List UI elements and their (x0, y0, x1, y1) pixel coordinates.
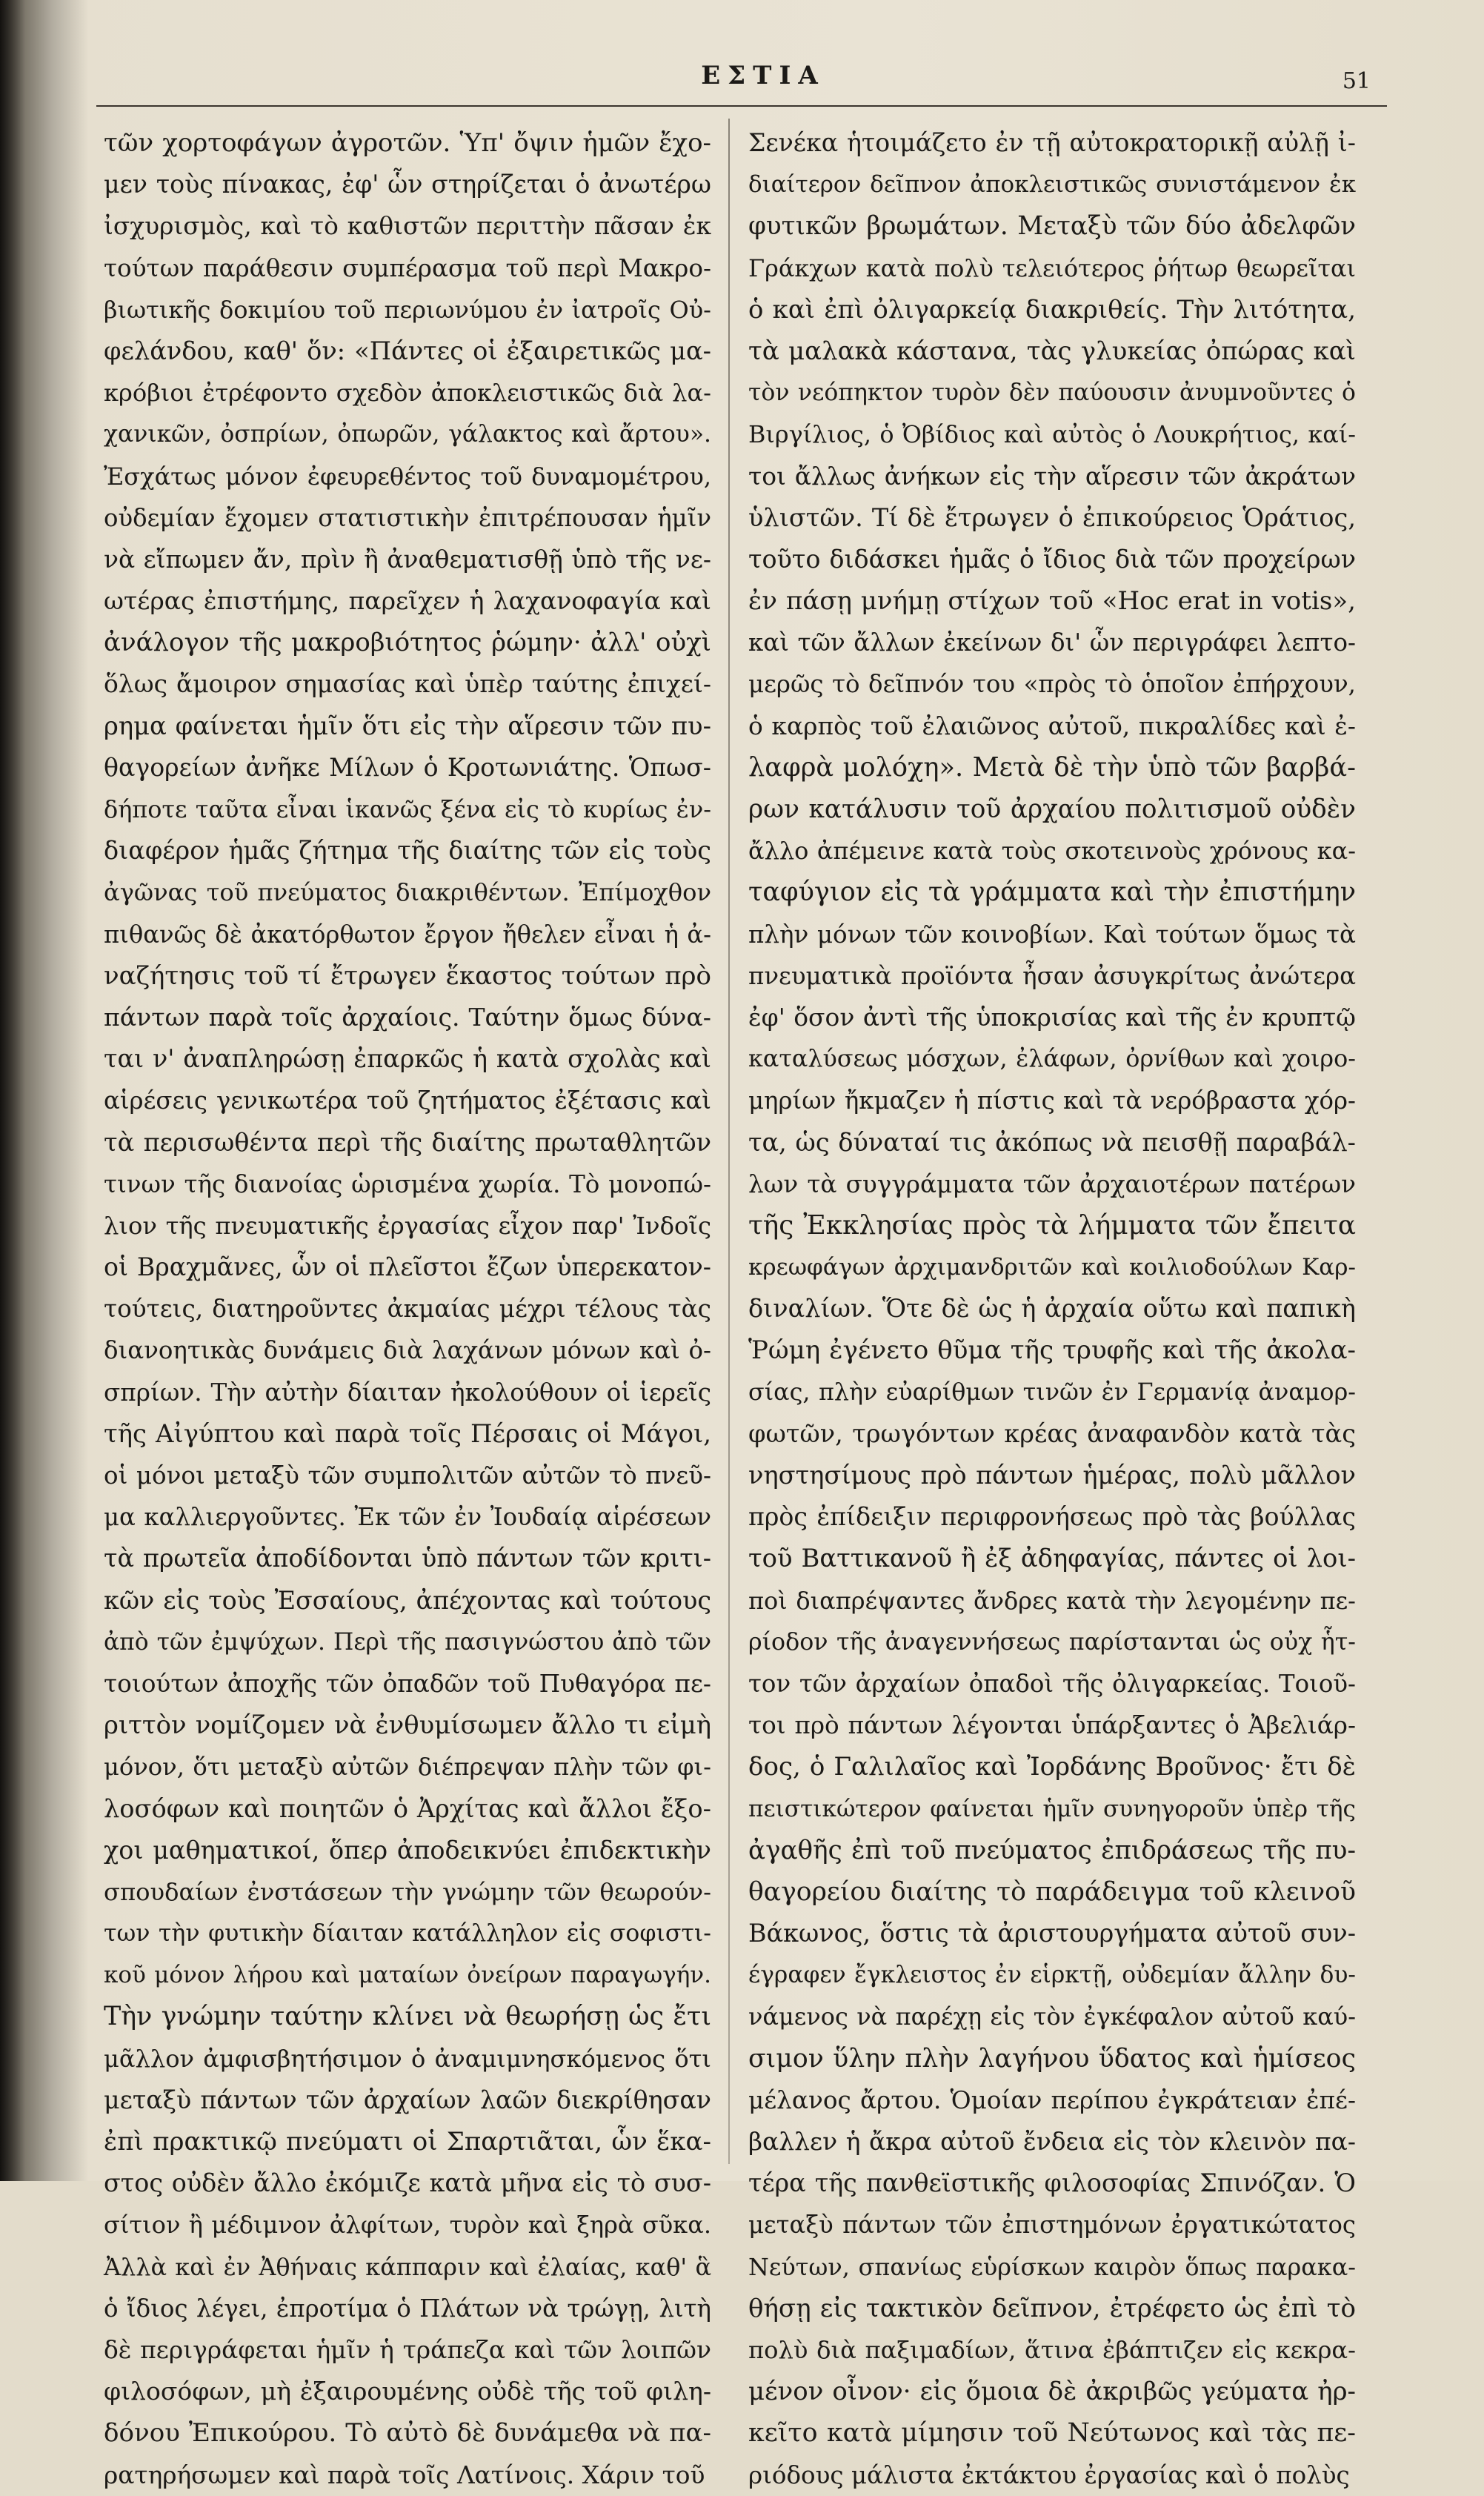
text-line: ταφύγιον εἰς τὰ γράμματα καὶ τὴν ἐπιστήμην (748, 877, 1356, 908)
text-line: θαγορείων ἀνῆκε Μίλων ὁ Κροτωνιάτης. Ὁπωσ- (104, 752, 711, 782)
text-line: ἀπὸ τῶν ἐμψύχων. Περὶ τῆς πασιγνώστου ἀπὸ τῶν (104, 1628, 711, 1656)
text-line: μεταξὺ πάντων τῶν ἐπιστημόνων ἐργατικώτατος (748, 2211, 1356, 2240)
header-rule (96, 105, 1387, 107)
text-line: οἱ μόνοι μεταξὺ τῶν συμπολιτῶν αὐτῶν τὸ πνεῦ- (104, 1461, 711, 1490)
text-line: τούτεις, διατηροῦντες ἀκμαίας μέχρι τέλους τὰς (104, 1295, 711, 1324)
text-line: δος, ὁ Γαλιλαῖος καὶ Ἰορδάνης Βροῦνος· ἔτι δὲ (748, 1752, 1356, 1782)
text-line: μεν τοὺς πίνακας, ἐφ' ὧν στηρίζεται ὁ ἀνωτέρω (104, 170, 711, 199)
text-line: των τὴν φυτικὴν δίαιταν κατάλληλον εἰς σοφιστι- (104, 1920, 711, 1948)
text-line: καταλύσεως μόσχων, ἐλάφων, ὀρνίθων καὶ χοιρο- (748, 1045, 1356, 1073)
text-line: μᾶλλον ἀμφισβητήσιμον ὁ ἀναμιμνησκόμενος ὅτι (104, 2044, 711, 2073)
text-line: διναλίων. Ὅτε δὲ ὡς ἡ ἀρχαία οὕτω καὶ παπικὴ (748, 1294, 1356, 1324)
text-line: αἱρέσεις γενικωτέρα τοῦ ζητήματος ἐξέτασις καὶ (104, 1086, 711, 1115)
text-line: ὁ καὶ ἐπὶ ὀλιγαρκείᾳ διακριθείς. Τὴν λιτότητα, (748, 294, 1356, 325)
text-line: βιωτικῆς δοκιμίου τοῦ περιωνύμου ἐν ἰατροῖς Οὐ- (104, 295, 711, 324)
text-line: καὶ τῶν ἄλλων ἐκείνων δι' ὧν περιγράφει λεπτο- (748, 628, 1356, 657)
text-line: σίτιον ἢ μέδιμνον ἀλφίτων, τυρὸν καὶ ξηρὰ σῦκα. (104, 2211, 711, 2240)
text-line: πολὺ διὰ παξιμαδίων, ἅτινα ἐβάπτιζεν εἰς κεκρα- (748, 2335, 1356, 2364)
text-line: ὑλιστῶν. Τί δὲ ἔτρωγεν ὁ ἐπικούρειος Ὁράτιος, (748, 502, 1356, 532)
text-line: πλὴν μόνων τῶν κοινοβίων. Καὶ τούτων ὅμως τὰ (748, 920, 1356, 949)
text-line: πειστικώτερον φαίνεται ἡμῖν συνηγοροῦν ὑπὲρ τῆς (748, 1795, 1356, 1822)
text-line: διαφέρον ἡμᾶς ζήτημα τῆς διαίτης τῶν εἰς τοὺς (104, 836, 711, 866)
text-line: μα καλλιεργοῦντες. Ἐκ τῶν ἐν Ἰουδαίᾳ αἱρέσεων (104, 1503, 711, 1532)
text-line: ωτέρας ἐπιστήμης, παρεῖχεν ἡ λαχανοφαγία καὶ (104, 586, 711, 616)
text-line: δόνου Ἐπικούρου. Τὸ αὐτὸ δὲ δυνάμεθα νὰ πα- (104, 2418, 711, 2449)
left-text-column (104, 122, 711, 2496)
text-line: σιμον ὕλην πλὴν λαγήνου ὕδατος καὶ ἡμίσεος (748, 2043, 1356, 2074)
text-line: Ἀλλὰ καὶ ἐν Ἀθήναις κάππαριν καὶ ἐλαίας, καθ' ἃ (104, 2252, 711, 2281)
text-line: φελάνδου, καθ' ὅν: «Πάντες οἱ ἐξαιρετικῶς μα- (104, 336, 711, 365)
text-line: τοῦ Βαττικανοῦ ἢ ἐξ ἀδηφαγίας, πάντες οἱ λοι- (748, 1544, 1356, 1573)
text-line: ἄλλο ἀπέμεινε κατὰ τοὺς σκοτεινοὺς χρόνους κα- (748, 837, 1356, 866)
text-line: θήσῃ εἰς τακτικὸν δεῖπνον, ἐτρέφετο ὡς ἐπὶ τὸ (748, 2293, 1356, 2323)
text-line: Νεύτων, σπανίως εὑρίσκων καιρὸν ὅπως παρακα- (748, 2252, 1356, 2281)
text-line: τοῦτο διδάσκει ἡμᾶς ὁ ἴδιος διὰ τῶν προχείρων (748, 544, 1356, 574)
text-line: δὲ περιγράφεται ἡμῖν ἡ τράπεζα καὶ τῶν λοιπῶν (104, 2334, 711, 2364)
text-line: λαφρὰ μολόχη». Μετὰ δὲ τὴν ὑπὸ τῶν βαρβά- (748, 751, 1356, 783)
text-line: χανικῶν, ὀσπρίων, ὀπωρῶν, γάλακτος καὶ ἄρτου». (104, 421, 711, 448)
text-line: κεῖτο κατὰ μίμησιν τοῦ Νεύτωνος καὶ τὰς πε- (748, 2418, 1356, 2449)
text-line: τοιούτων ἀποχῆς τῶν ὀπαδῶν τοῦ Πυθαγόρα πε- (104, 1669, 711, 1698)
text-line: τῶν χορτοφάγων ἀγροτῶν. Ὑπ' ὄψιν ἡμῶν ἔχο- (104, 128, 711, 158)
text-line: Σενέκα ἡτοιμάζετο ἐν τῇ αὐτοκρατορικῇ αὐλῇ ἰ- (748, 128, 1356, 157)
text-line: τῆς Αἰγύπτου καὶ παρὰ τοῖς Πέρσαις οἱ Μάγοι, (104, 1418, 711, 1448)
text-line: ποὶ διαπρέψαντες ἄνδρες κατὰ τὴν λεγομένην πε- (748, 1586, 1356, 1615)
text-line: Ἐσχάτως μόνον ἐφευρεθέντος τοῦ δυναμομέτρου, (104, 462, 711, 491)
text-line: κρεωφάγων ἀρχιμανδριτῶν καὶ κοιλιοδούλων Καρ- (748, 1254, 1356, 1281)
text-line: λων τὰ συγγράμματα τῶν ἀρχαιοτέρων πατέρων (748, 1169, 1356, 1198)
text-line: ρατηρήσωμεν καὶ παρὰ τοῖς Λατίνοις. Χάριν τοῦ (104, 2460, 705, 2489)
text-line: πάντων παρὰ τοῖς ἀρχαίοις. Ταύτην ὅμως δύνα- (104, 1002, 711, 1032)
text-line: ἐφ' ὅσον ἀντὶ τῆς ὑποκρισίας καὶ τῆς ἐν κρυπτῷ (748, 1002, 1356, 1032)
text-line: πνευματικὰ προϊόντα ἦσαν ἀσυγκρίτως ἀνώτερα (748, 961, 1356, 990)
text-line: Βάκωνος, ὅστις τὰ ἀριστουργήματα αὐτοῦ συν- (748, 1919, 1356, 1948)
text-line: ἰσχυρισμὸς, καὶ τὸ καθιστῶν περιττὴν πᾶσαν ἐκ (104, 212, 711, 241)
text-line: ἀνάλογον τῆς μακροβιότητος ῥώμην· ἀλλ' οὐχὶ (104, 628, 711, 658)
text-line: ριόδους μάλιστα ἐκτάκτου ἐργασίας καὶ ὁ πολὺς (748, 2460, 1350, 2489)
text-line: Τὴν γνώμην ταύτην κλίνει νὰ θεωρήσῃ ὡς ἔτι (104, 2002, 711, 2032)
text-line: τὸν νεόπηκτον τυρὸν δὲν παύουσιν ἀνυμνοῦντες ὁ (748, 379, 1356, 407)
text-line: λοσόφων καὶ ποιητῶν ὁ Ἀρχίτας καὶ ἄλλοι ἔξο- (104, 1793, 711, 1823)
text-line: χοι μαθηματικοί, ὅπερ ἀποδεικνύει ἐπιδεκτικὴν (104, 1835, 711, 1865)
text-line: δήποτε ταῦτα εἶναι ἱκανῶς ξένα εἰς τὸ κυρίως ἐν- (104, 795, 711, 823)
text-line: τούτων παράθεσιν συμπέρασμα τοῦ περὶ Μακρο- (104, 253, 711, 282)
text-line: τῆς Ἐκκλησίας πρὸς τὰ λήμματα τῶν ἔπειτα (748, 1209, 1356, 1241)
text-line: τα, ὡς δύναταί τις ἀκόπως νὰ πεισθῇ παραβάλ- (748, 1127, 1356, 1157)
text-line: οἱ Βραχμᾶνες, ὧν οἱ πλεῖστοι ἔζων ὑπερεκατον- (104, 1252, 711, 1282)
text-line: νὰ εἴπωμεν ἄν, πρὶν ἢ ἀναθεματισθῇ ὑπὸ τῆς νε- (104, 545, 711, 574)
text-line: τὰ πρωτεῖα ἀποδίδονται ὑπὸ πάντων τῶν κριτι- (104, 1544, 711, 1573)
text-line: τοι πρὸ πάντων λέγονται ὑπάρξαντες ὁ Ἀβελιάρ- (748, 1711, 1356, 1740)
text-line: διανοητικὰς δυνάμεις διὰ λαχάνων μόνων καὶ ὀ- (104, 1336, 711, 1365)
text-line: τέρα τῆς πανθεϊστικῆς φιλοσοφίας Σπινόζαν. Ὁ (748, 2168, 1356, 2198)
text-line: ρων κατάλυσιν τοῦ ἀρχαίου πολιτισμοῦ οὐδὲν (748, 794, 1356, 824)
text-line: Γράκχων κατὰ πολὺ τελειότερος ῥήτωρ θεωρεῖται (748, 253, 1356, 282)
text-line: σπουδαίων ἐνστάσεων τὴν γνώμην τῶν θεωρούν- (104, 1877, 711, 1906)
text-line: μερῶς τὸ δεῖπνόν του «πρὸς τὸ ὁποῖον ἐπήρχουν, (748, 670, 1356, 699)
text-line: τὰ περισωθέντα περὶ τῆς διαίτης πρωταθλητῶν (104, 1127, 711, 1157)
page-number: 51 (1342, 68, 1371, 94)
text-line: μένον οἶνον· εἰς ὅμοια δὲ ἀκριβῶς γεύματα ἠρ- (748, 2377, 1356, 2407)
text-line: κοῦ μόνον λήρου καὶ ματαίων ὀνείρων παραγωγήν. (104, 1962, 711, 1989)
text-line: φιλοσόφων, μὴ ἐξαιρουμένης οὐδὲ τῆς τοῦ φιλη- (104, 2377, 711, 2406)
right-text-column (748, 122, 1356, 2496)
text-line: Βιργίλιος, ὁ Ὀβίδιος καὶ αὐτὸς ὁ Λουκρήτιος, καί- (748, 420, 1356, 449)
text-line: Ῥώμη ἐγένετο θῦμα τῆς τρυφῆς καὶ τῆς ἀκολα- (748, 1335, 1356, 1366)
text-line: ἐπὶ πρακτικῷ πνεύματι οἱ Σπαρτιᾶται, ὧν ἕκα- (104, 2127, 711, 2157)
text-line: ναζήτησις τοῦ τί ἔτρωγεν ἕκαστος τούτων πρὸ (104, 960, 711, 991)
column-divider (728, 119, 730, 2164)
binding-gutter-shadow (0, 0, 89, 2181)
text-line: μεταξὺ πάντων τῶν ἀρχαίων λαῶν διεκρίθησαν (104, 2085, 711, 2114)
text-line: φωτῶν, τρωγόντων κρέας ἀναφανδὸν κατὰ τὰς (748, 1418, 1356, 1448)
text-line: κῶν εἰς τοὺς Ἐσσαίους, ἀπέχοντας καὶ τούτους (104, 1585, 711, 1615)
text-line: ὁ καρπὸς τοῦ ἐλαιῶνος αὐτοῦ, πικραλίδες καὶ ἐ- (748, 711, 1356, 740)
text-line: ται ν' ἀναπληρώσῃ ἐπαρκῶς ἡ κατὰ σχολὰς καὶ (104, 1044, 711, 1074)
text-line: μόνον, ὅτι μεταξὺ αὐτῶν διέπρεψαν πλὴν τῶν φι- (104, 1753, 711, 1782)
text-line: τον τῶν ἀρχαίων ὀπαδοὶ τῆς ὀλιγαρκείας. Τοιοῦ- (748, 1669, 1356, 1698)
text-line: τοι ἄλλως ἀνήκων εἰς τὴν αἵρεσιν τῶν ἀκράτων (748, 461, 1356, 491)
text-line: ρημα φαίνεται ἡμῖν ὅτι εἰς τὴν αἵρεσιν τῶν πυ- (104, 711, 711, 740)
text-line: ὁ ἴδιος λέγει, ἐπροτίμα ὁ Πλάτων νὰ τρώγῃ, λιτὴ (104, 2294, 711, 2323)
text-line: τινων τῆς διανοίας ὡρισμένα χωρία. Τὸ μονοπώ- (104, 1169, 711, 1198)
text-line: οὐδεμίαν ἔχομεν στατιστικὴν ἐπιτρέπουσαν ἡμῖν (104, 503, 711, 532)
text-line: νάμενος νὰ παρέχῃ εἰς τὸν ἐγκέφαλον αὐτοῦ καύ- (748, 2002, 1356, 2031)
text-line: πιθανῶς δὲ ἀκατόρθωτον ἔργον ἤθελεν εἶναι ἡ ἀ- (104, 920, 711, 949)
text-line: κρόβιοι ἐτρέφοντο σχεδὸν ἀποκλειστικῶς διὰ λα- (104, 379, 711, 408)
text-line: νηστησίμους πρὸ πάντων ἡμέρας, πολὺ μᾶλλον (748, 1461, 1356, 1490)
text-line: μηρίων ἤκμαζεν ἡ πίστις καὶ τὰ νερόβραστα χόρ- (748, 1086, 1356, 1115)
text-line: σίας, πλὴν εὐαρίθμων τινῶν ἐν Γερμανίᾳ ἀναμορ- (748, 1378, 1356, 1406)
text-line: σπρίων. Τὴν αὐτὴν δίαιταν ἠκολούθουν οἱ ἱερεῖς (104, 1378, 711, 1407)
text-line: φυτικῶν βρωμάτων. Μεταξὺ τῶν δύο ἀδελφῶν (748, 211, 1356, 242)
text-line: τὰ μαλακὰ κάστανα, τὰς γλυκείας ὀπώρας καὶ (748, 336, 1356, 366)
running-title: ΕΣΤΙΑ (701, 61, 825, 90)
text-line: έγραφεν ἔγκλειστος ἐν εἱρκτῇ, οὐδεμίαν ἄλλην δυ- (748, 1962, 1356, 1989)
text-line: ρίοδον τῆς ἀναγεννήσεως παρίστανται ὡς οὐχ ἧτ- (748, 1628, 1356, 1656)
text-line: στος οὐδὲν ἄλλο ἐκόμιζε κατὰ μῆνα εἰς τὸ συσ- (104, 2168, 711, 2198)
text-line: πρὸς ἐπίδειξιν περιφρονήσεως πρὸ τὰς βούλλας (748, 1502, 1356, 1532)
text-line: λιον τῆς πνευματικῆς ἐργασίας εἶχον παρ' Ἰνδοῖς (104, 1211, 711, 1240)
text-line: ὅλως ἄμοιρον σημασίας καὶ ὑπὲρ ταύτης ἐπιχεί- (104, 669, 711, 699)
text-line: ἀγῶνας τοῦ πνεύματος διακριθέντων. Ἐπίμοχθον (104, 878, 711, 907)
text-line: μέλανος ἄρτου. Ὁμοίαν περίπου ἐγκράτειαν ἐπέ- (748, 2085, 1356, 2114)
text-line: διαίτερον δεῖπνον ἀποκλειστικῶς συνιστάμενον ἐκ (748, 171, 1356, 199)
text-line: βαλλεν ἡ ἄκρα αὐτοῦ ἔνδεια εἰς τὸν κλεινὸν πα- (748, 2127, 1356, 2156)
text-line: θαγορείου διαίτης τὸ παράδειγμα τοῦ κλεινοῦ (748, 1876, 1356, 1907)
text-line: ριττὸν νομίζομεν νὰ ἐνθυμίσωμεν ἄλλο τι εἰμὴ (104, 1710, 711, 1740)
text-line: ἀγαθῆς ἐπὶ τοῦ πνεύματος ἐπιδράσεως τῆς πυ- (748, 1835, 1356, 1865)
text-line: ἐν πάσῃ μνήμῃ στίχων τοῦ «Hoc erat in votis», (748, 586, 1356, 617)
